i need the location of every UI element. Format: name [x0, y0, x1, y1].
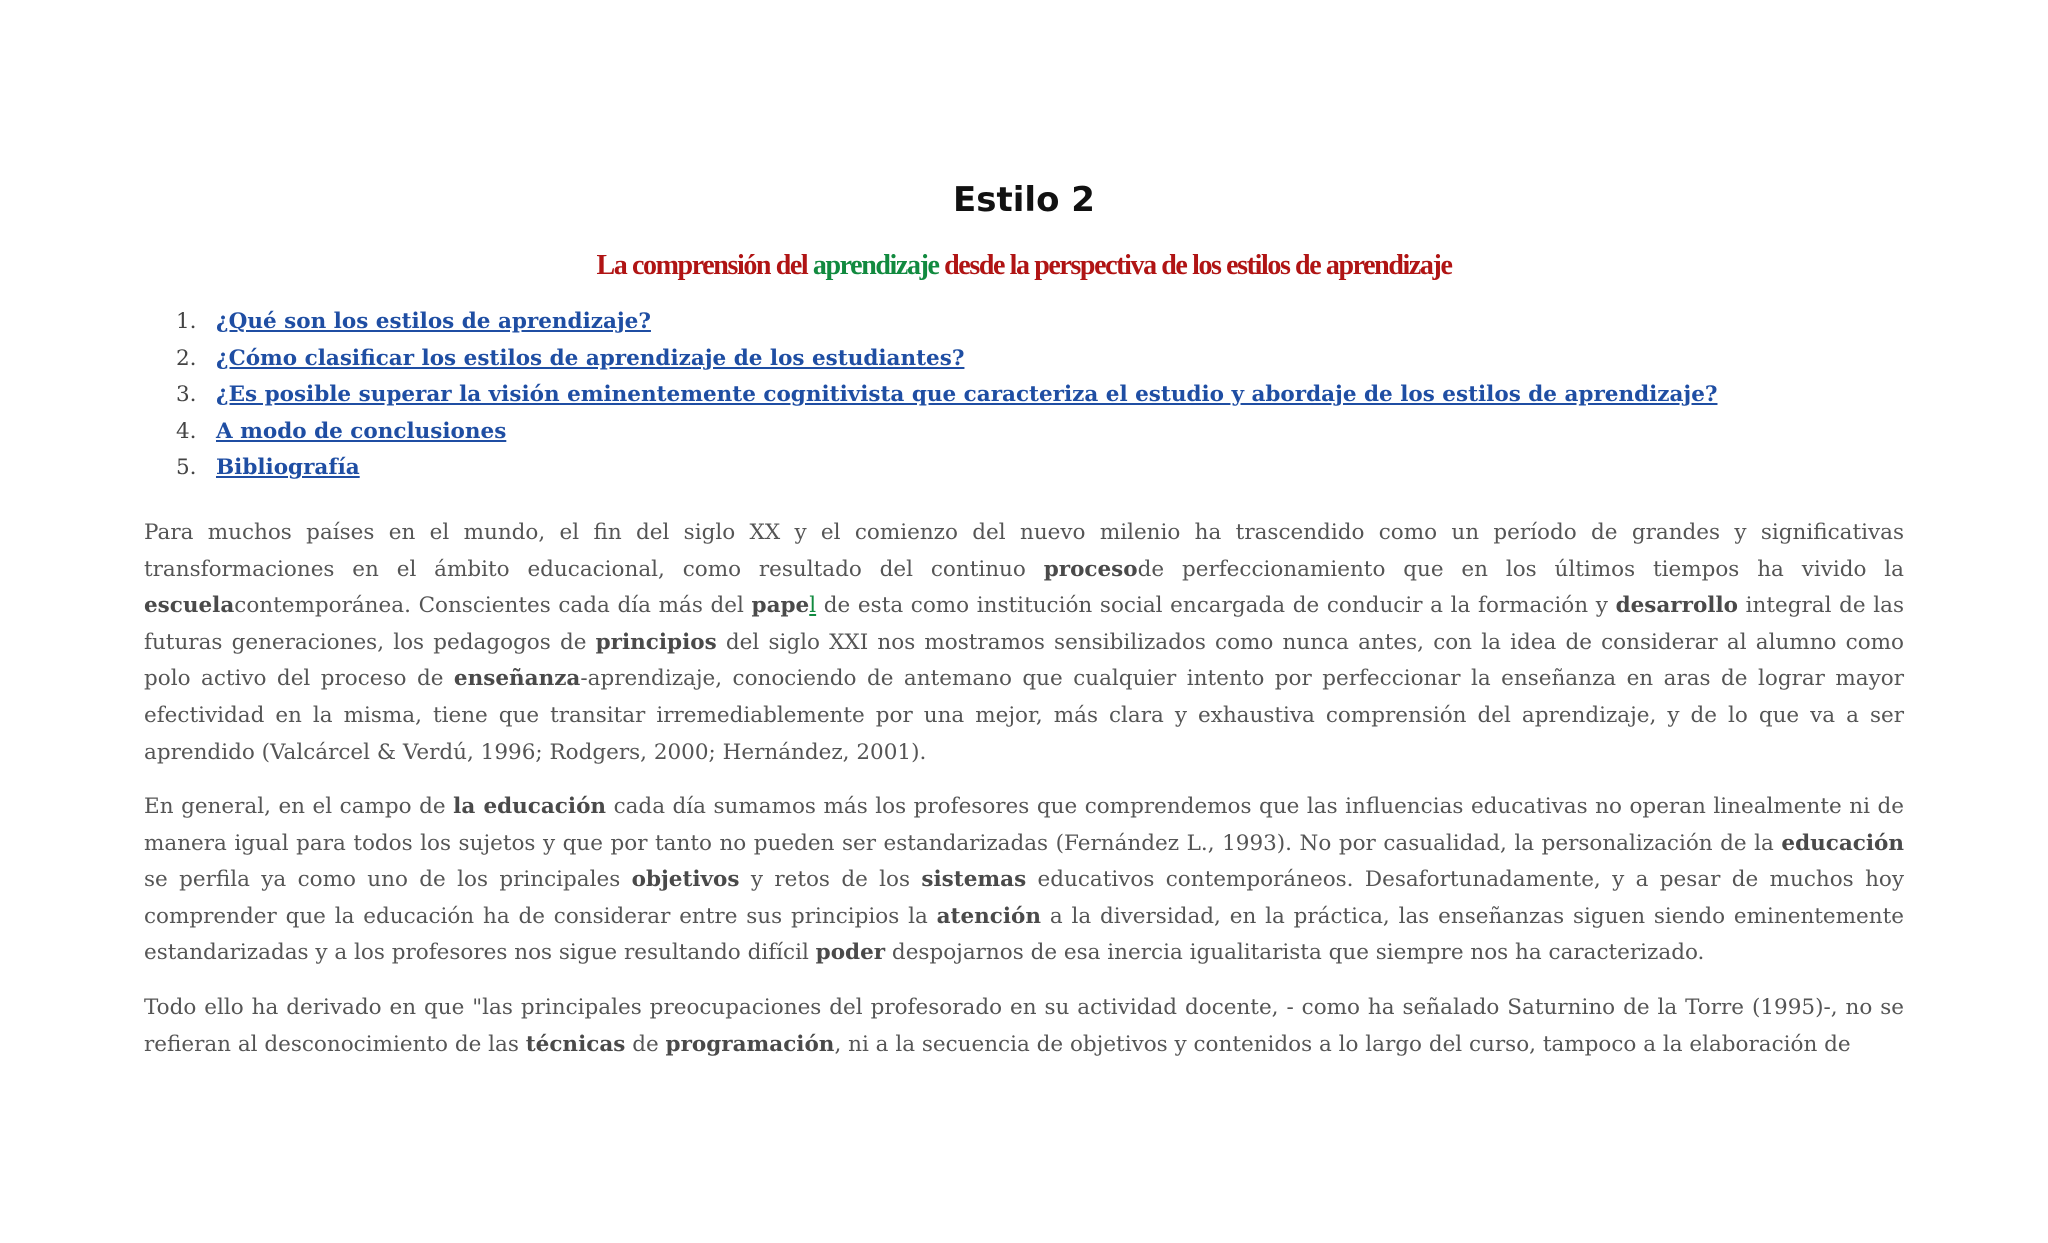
toc-link-como-clasificar[interactable]: ¿Cómo clasificar los estilos de aprendizaje de los estudiantes?	[216, 345, 965, 371]
toc-item	[176, 304, 1717, 341]
p3-text-3: , ni a la secuencia de objetivos y contenidos a lo largo del curso, tampoco a la elaboración de	[834, 1031, 1851, 1057]
article-title	[0, 248, 2048, 284]
toc-item	[176, 414, 1717, 451]
p1-bold-proceso: proceso	[1043, 556, 1138, 582]
p1-text-2: de perfeccionamiento que en los últimos tiempos ha vivido la	[1137, 556, 1904, 582]
p3-text-2: de	[625, 1031, 666, 1057]
p1-bold-papel: pape	[751, 593, 810, 619]
paragraph-2	[144, 789, 1904, 972]
toc-link-que-son[interactable]: ¿Qué son los estilos de aprendizaje?	[216, 309, 651, 334]
p2-bold-educacion: educación	[1781, 830, 1904, 856]
p1-text-4: de esta como institución social encargada de conducir a la formación y	[816, 593, 1616, 619]
p2-text-1: En general, en el campo de	[144, 794, 454, 819]
p2-text-6: a la diversidad, en la práctica, las enseñanzas siguen siendo eminentemente estandarizadas y a los profesores nos sigue resultando difícil	[144, 903, 1904, 966]
p1-text-7: -aprendizaje, conociendo de antemano que cualquier intento por perfeccionar la enseñanza en aras de lograr mayor efectividad en la misma, tiene que transitar irremediablemente por una mejor, más clara y exhaustiva comprensión del aprendizaje, y de lo que va a ser aprendido (Valcárcel & Verdú, 1996; Rodgers, 2000; Hernández, 2001).	[144, 666, 1904, 765]
p2-text-5: educativos contemporáneos. Desafortunadamente, y a pesar de muchos hoy comprender que la educación ha de considerar entre sus principios la	[144, 867, 1905, 929]
p2-text-2: cada día sumamos más los profesores que comprendemos que las influencias educativas no operan linealmente ni de manera igual para todos los sujetos y que por tanto no pueden ser estandarizadas (Fernández L., 1993). No por casualidad, la personalización de la	[144, 794, 1904, 856]
toc-number: 5.	[176, 455, 197, 481]
p1-text-5: integral de las futuras generaciones, los pedagogos de	[144, 593, 1905, 655]
p1-bold-escuela: escuela	[144, 593, 235, 619]
toc-item	[176, 450, 1717, 487]
p1-link-papel[interactable]: l	[809, 593, 817, 619]
p2-text-7: despojarnos de esa inercia igualitarista que siempre nos ha caracterizado.	[885, 940, 1705, 966]
p2-bold-objetivos: objetivos	[631, 867, 740, 893]
article-title-part1: La comprensión del	[596, 250, 813, 281]
p1-bold-principios: principios	[595, 629, 717, 655]
toc-number: 3.	[176, 382, 197, 408]
paragraph-3	[144, 990, 1904, 1063]
p3-text-1: Todo ello ha derivado en que "las principales preocupaciones del profesorado en su actividad docente, - como ha señalado Saturnino de la Torre (1995)-, no se refieran al desconocimiento de las	[144, 995, 1904, 1057]
p1-text-6: del siglo XXI nos mostramos sensibilizados como nunca antes, con la idea de considerar al alumno como polo activo del proceso de	[144, 629, 1904, 692]
p1-bold-desarrollo: desarrollo	[1615, 593, 1738, 619]
page-title: Estilo 2	[953, 180, 1095, 220]
p1-text-1: Para muchos países en el mundo, el fin del siglo XX y el comienzo del nuevo milenio ha trascendido como un período de grandes y significativas transformaciones en el ámbito educacional, como resultado del continuo	[144, 520, 1904, 582]
p2-bold-la-educacion: la educación	[453, 794, 607, 819]
p2-bold-poder: poder	[815, 940, 886, 966]
p2-bold-sistemas: sistemas	[921, 867, 1027, 893]
toc-item	[176, 341, 1717, 378]
article-title-keyword: aprendizaje	[812, 250, 939, 281]
toc-link-bibliografia[interactable]: Bibliografía	[216, 455, 360, 481]
table-of-contents	[176, 304, 1717, 487]
paragraph-1	[144, 515, 1904, 771]
toc-number: 2.	[176, 345, 197, 371]
p2-text-4: y retos de los	[739, 867, 922, 893]
p1-bold-ensenanza: enseñanza	[453, 666, 581, 692]
p2-bold-atencion: atención	[936, 903, 1042, 929]
toc-item	[176, 377, 1717, 414]
toc-link-es-posible-superar[interactable]: ¿Es posible superar la visión eminentemente cognitivista que caracteriza el estudio y abordaje de los estilos de aprendizaje?	[216, 382, 1718, 408]
toc-number: 4.	[176, 418, 197, 444]
p1-text-3: contemporánea. Conscientes cada día más del	[234, 593, 752, 619]
toc-number: 1.	[176, 309, 197, 334]
p3-bold-programacion: programación	[665, 1031, 835, 1057]
p2-text-3: se perfila ya como uno de los principales	[144, 867, 632, 893]
article-title-part3: desde la perspectiva de los estilos de aprendizaje	[938, 250, 1452, 281]
p3-bold-tecnicas: técnicas	[525, 1031, 626, 1057]
toc-link-conclusiones[interactable]: A modo de conclusiones	[216, 418, 507, 444]
